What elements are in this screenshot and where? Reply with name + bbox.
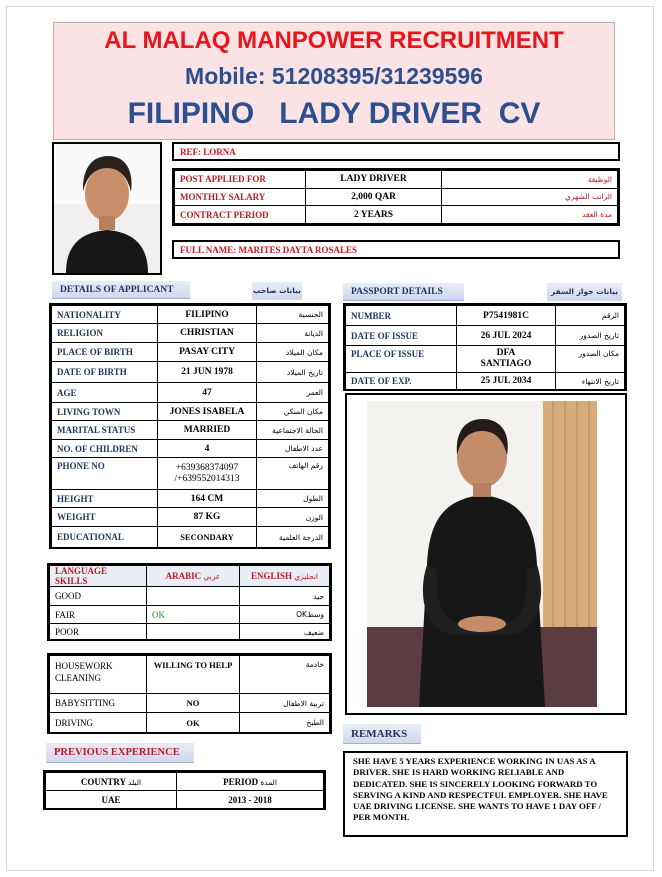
height-label: HEIGHT xyxy=(52,490,158,508)
post-table xyxy=(174,170,618,224)
children-value: 4 xyxy=(158,440,257,458)
arabic-header xyxy=(147,566,240,587)
driving-label: DRIVING xyxy=(50,713,147,733)
english-header-ar: انجليزي xyxy=(294,572,319,581)
passport-number-label-ar: الرقم xyxy=(556,306,625,326)
height-value: 164 CM xyxy=(158,490,257,508)
cv-title: FILIPINO LADY DRIVER CV xyxy=(127,97,541,130)
experience-box xyxy=(43,770,326,810)
table-row xyxy=(346,346,625,373)
full-body-image xyxy=(347,395,625,713)
english-header xyxy=(240,566,330,587)
language-box xyxy=(47,563,332,641)
housework-label: HOUSEWORK CLEANING xyxy=(50,656,147,694)
full-name-box xyxy=(172,240,620,259)
table-row xyxy=(52,403,329,421)
passport-number-label: NUMBER xyxy=(346,306,457,326)
driving-value: OK xyxy=(147,713,240,733)
marital-value: MARRIED xyxy=(158,421,257,440)
table-row xyxy=(52,490,329,508)
country-value: UAE xyxy=(46,791,177,809)
table-row xyxy=(346,373,625,390)
birthplace-label-ar: مكان الميلاد xyxy=(257,343,329,362)
period-header xyxy=(177,773,324,791)
issue-place-label: PLACE OF ISSUE xyxy=(346,346,457,373)
issue-date-label-ar: تاريخ الصدور xyxy=(556,326,625,346)
fair-english: OKوسط xyxy=(240,606,330,624)
remarks-text: SHE HAVE 5 YEARS EXPERIENCE WORKING IN UAS AS A DRIVER. SHE IS HARD WORKING RELIABLE AND DEDICATED. SHE IS SINCERELY LOOKING FORWARD TO SERVING A KIND AND RESPECTFUL EMPLOYER. SHE HAVE UAE DRIVING LICENSE. SHE WANTS TO HAVE 1 DAY OFF / PER MONTH. xyxy=(353,756,608,823)
salary-label: MONTHLY SALARY xyxy=(175,188,306,206)
nationality-label-ar: الجنسية xyxy=(257,306,329,324)
education-label-ar: الدرجة العلمية xyxy=(257,527,329,548)
contract-value: 2 YEARS xyxy=(306,206,442,224)
marital-label-ar: الحالة الاجتماعية xyxy=(257,421,329,440)
full-name: FULL NAME: MARITES DAYTA ROSALES xyxy=(180,245,358,255)
agency-name: AL MALAQ MANPOWER RECRUITMENT xyxy=(104,27,564,54)
table-row xyxy=(50,566,330,587)
expiry-date-label: DATE OF EXP. xyxy=(346,373,457,390)
fair-arabic: OK xyxy=(147,606,240,624)
applicant-box xyxy=(49,303,331,549)
table-row xyxy=(52,421,329,440)
passport-tab: PASSPORT DETAILS xyxy=(343,283,464,301)
agency-mobile: Mobile: 51208395/31239596 xyxy=(185,63,483,89)
issue-place-label-ar: مكان الصدور xyxy=(556,346,625,373)
post-box xyxy=(172,168,620,226)
weight-label-ar: الوزن xyxy=(257,508,329,527)
nationality-value: FILIPINO xyxy=(158,306,257,324)
table-row xyxy=(52,383,329,403)
religion-label: RELIGION xyxy=(52,324,158,343)
religion-label-ar: الديانة xyxy=(257,324,329,343)
issue-date-label: DATE OF ISSUE xyxy=(346,326,457,346)
table-row xyxy=(50,656,330,694)
education-label: EDUCATIONAL xyxy=(52,527,158,548)
passport-table xyxy=(345,305,625,390)
table-row xyxy=(52,343,329,362)
post-label-ar: الوظيفة xyxy=(442,171,618,189)
fair-label: FAIR xyxy=(50,606,147,624)
passport-tab-ar: بيانات جواز السفر xyxy=(547,283,622,301)
table-row xyxy=(52,324,329,343)
table-row xyxy=(52,527,329,548)
period-header-ar: المدة xyxy=(260,777,277,787)
applicant-photo-large xyxy=(345,393,627,715)
issue-place-value: DFA SANTIAGO xyxy=(457,346,556,373)
expiry-date-value: 25 JUL 2034 xyxy=(457,373,556,390)
table-row xyxy=(175,171,618,189)
ref-text: REF: LORNA xyxy=(180,147,236,157)
experience-tab: PREVIOUS EXPERIENCE xyxy=(46,743,194,763)
good-label: GOOD xyxy=(50,587,147,606)
education-value: SECONDARY xyxy=(158,527,257,548)
country-header-label: COUNTRY xyxy=(80,776,126,787)
table-row xyxy=(50,694,330,713)
table-row xyxy=(52,508,329,527)
contract-label: CONTRACT PERIOD xyxy=(175,206,306,224)
dob-value: 21 JUN 1978 xyxy=(158,362,257,383)
phone-label: PHONE NO xyxy=(52,458,158,490)
skills-box xyxy=(47,653,332,734)
weight-value: 87 KG xyxy=(158,508,257,527)
height-label-ar: الطول xyxy=(257,490,329,508)
birthplace-label: PLACE OF BIRTH xyxy=(52,343,158,362)
applicant-table xyxy=(51,305,329,548)
salary-label-ar: الراتب الشهري xyxy=(442,188,618,206)
babysitting-value: NO xyxy=(147,694,240,713)
period-value: 2013 - 2018 xyxy=(177,791,324,809)
english-header-label: ENGLISH xyxy=(250,571,292,581)
language-table xyxy=(49,565,330,641)
table-row xyxy=(50,587,330,606)
ref-box xyxy=(172,142,620,161)
post-value: LADY DRIVER xyxy=(306,171,442,189)
poor-arabic xyxy=(147,624,240,641)
table-row xyxy=(50,606,330,624)
country-header xyxy=(46,773,177,791)
country-header-ar: البلد xyxy=(128,777,142,787)
nationality-label: NATIONALITY xyxy=(52,306,158,324)
religion-value: CHRISTIAN xyxy=(158,324,257,343)
portrait-image xyxy=(54,144,160,273)
header-banner xyxy=(53,22,615,140)
table-row xyxy=(175,188,618,206)
table-row xyxy=(52,440,329,458)
age-label-ar: العمر xyxy=(257,383,329,403)
table-row xyxy=(52,306,329,324)
table-row xyxy=(50,713,330,733)
remarks-box xyxy=(343,751,628,837)
good-english: جيد xyxy=(240,587,330,606)
remarks-tab: REMARKS xyxy=(343,724,421,744)
arabic-header-label: ARABIC xyxy=(165,571,202,581)
passport-number-value: P7541981C xyxy=(457,306,556,326)
poor-label: POOR xyxy=(50,624,147,641)
town-label-ar: مكان السكن xyxy=(257,403,329,421)
period-header-label: PERIOD xyxy=(223,776,259,787)
table-row xyxy=(46,773,324,791)
marital-label: MARITAL STATUS xyxy=(52,421,158,440)
children-label-ar: عدد الاطفال xyxy=(257,440,329,458)
skills-table xyxy=(49,655,330,733)
poor-english: ضعيف xyxy=(240,624,330,641)
applicant-tab: DETAILS OF APPLICANT xyxy=(52,281,190,299)
arabic-header-ar: عربي xyxy=(203,572,221,581)
table-row xyxy=(52,362,329,383)
expiry-date-label-ar: تاريخ الانتهاء xyxy=(556,373,625,390)
babysitting-label: BABYSITTING xyxy=(50,694,147,713)
phone-label-ar: رقم الهاتف xyxy=(257,458,329,490)
town-value: JONES ISABELA xyxy=(158,403,257,421)
driving-label-ar: الطبخ xyxy=(240,713,330,733)
town-label: LIVING TOWN xyxy=(52,403,158,421)
children-label: NO. OF CHILDREN xyxy=(52,440,158,458)
post-label: POST APPLIED FOR xyxy=(175,171,306,189)
applicant-photo-small xyxy=(52,142,162,275)
dob-label-ar: تاريخ الميلاد xyxy=(257,362,329,383)
age-label: AGE xyxy=(52,383,158,403)
phone-value: +639368374097 /+639552014313 xyxy=(158,458,257,490)
table-row xyxy=(52,458,329,490)
good-arabic xyxy=(147,587,240,606)
table-row xyxy=(50,624,330,641)
contract-label-ar: مدة العقد xyxy=(442,206,618,224)
table-row xyxy=(346,326,625,346)
age-value: 47 xyxy=(158,383,257,403)
language-header: LANGUAGE SKILLS xyxy=(50,566,147,587)
table-row xyxy=(46,791,324,809)
passport-box xyxy=(343,303,627,391)
dob-label: DATE OF BIRTH xyxy=(52,362,158,383)
table-row xyxy=(175,206,618,224)
issue-date-value: 26 JUL 2024 xyxy=(457,326,556,346)
table-row xyxy=(346,306,625,326)
housework-value: WILLING TO HELP xyxy=(147,656,240,694)
housework-label-ar: خادمة xyxy=(240,656,330,694)
babysitting-label-ar: تربية الاطفال xyxy=(240,694,330,713)
experience-table xyxy=(45,772,324,809)
salary-value: 2,000 QAR xyxy=(306,188,442,206)
birthplace-value: PASAY CITY xyxy=(158,343,257,362)
weight-label: WEIGHT xyxy=(52,508,158,527)
applicant-tab-ar: بيانات صاحب xyxy=(252,282,302,300)
